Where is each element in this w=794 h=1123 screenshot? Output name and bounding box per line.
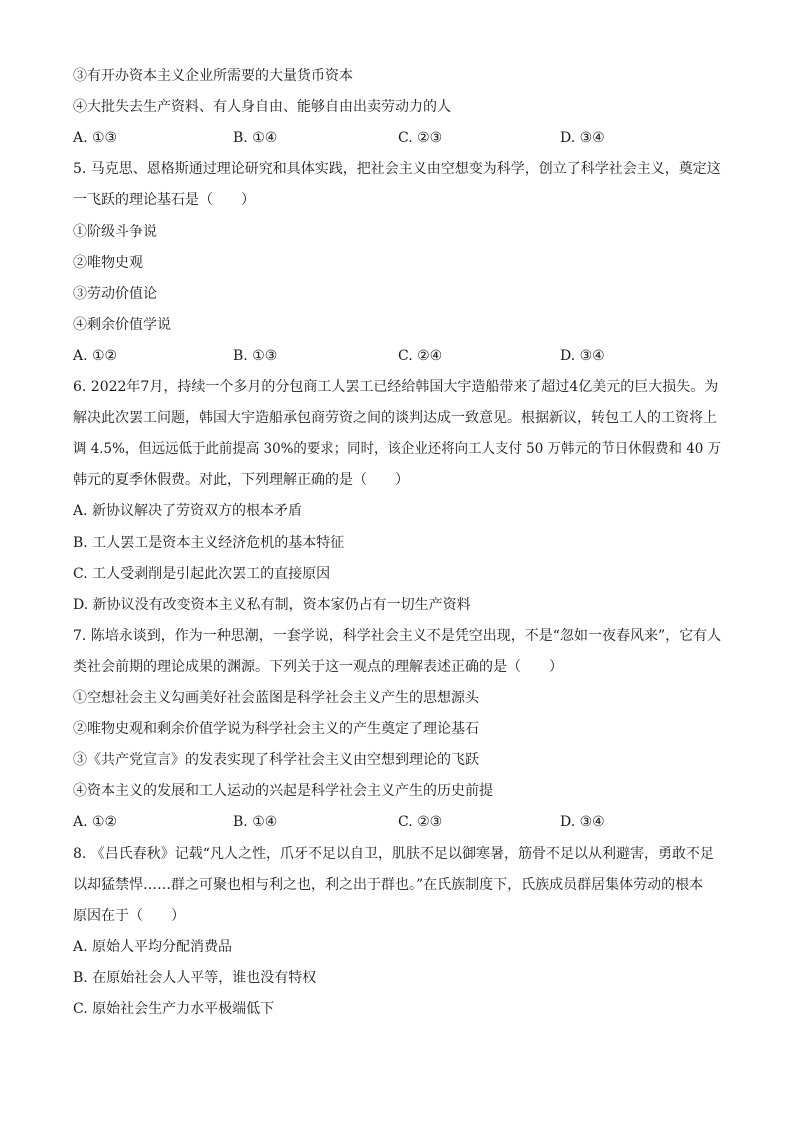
answer-option-a: A. ①③ xyxy=(73,130,118,146)
text-line: 解决此次罢工问题，韩国大宇造船承包商劳资之间的谈判达成一致意见。根据新议，转包工人的工资将上 xyxy=(73,410,717,426)
text-line: B. 工人罢工是资本主义经济危机的基本特征 xyxy=(73,535,345,551)
answer-options-row xyxy=(73,346,733,366)
text-line: 原因在于（ ） xyxy=(73,908,185,924)
answer-option-a: A. ①② xyxy=(73,348,118,364)
answer-option-b: B. ①③ xyxy=(233,348,278,364)
text-line: B. 在原始社会人人平等，谁也没有特权 xyxy=(73,970,317,986)
text-line: ④剩余价值学说 xyxy=(73,317,171,333)
answer-options-row xyxy=(73,812,733,832)
text-line: 8. 《吕氏春秋》记载“凡人之性，爪牙不足以自卫，肌肤不足以御寒暑，筋骨不足以从利避害，勇敢不足 xyxy=(73,846,714,862)
text-line: ③劳动价值论 xyxy=(73,286,157,302)
text-line: 调 4.5%，但远远低于此前提高 30%的要求；同时，该企业还将向工人支付 50 万韩元的节日休假费和 40 万 xyxy=(73,441,722,457)
text-line: ④资本主义的发展和工人运动的兴起是科学社会主义产生的历史前提 xyxy=(73,783,493,799)
text-line: 一飞跃的理论基石是（ ） xyxy=(73,192,255,208)
text-line: C. 原始社会生产力水平极端低下 xyxy=(73,1001,275,1017)
text-line: ③《共产党宣言》的发表实现了科学社会主义由空想到理论的飞跃 xyxy=(73,752,479,768)
answer-option-c: C. ②③ xyxy=(398,814,443,830)
answer-option-d: D. ③④ xyxy=(560,348,605,364)
text-line: ②唯物史观和剩余价值学说为科学社会主义的产生奠定了理论基石 xyxy=(73,721,479,737)
text-line: ①阶级斗争说 xyxy=(73,224,157,240)
answer-option-b: B. ①④ xyxy=(233,814,278,830)
text-line: ③有开办资本主义企业所需要的大量货币资本 xyxy=(73,68,353,84)
text-line: 以却猛禁悍……群之可聚也相与利之也，利之出于群也。”在氏族制度下，氏族成员群居集体劳动的根本 xyxy=(73,877,704,893)
text-line: ②唯物史观 xyxy=(73,255,143,271)
answer-option-a: A. ①② xyxy=(73,814,118,830)
text-line: 5. 马克思、恩格斯通过理论研究和具体实践，把社会主义由空想变为科学，创立了科学社会主义，奠定这 xyxy=(73,161,721,177)
text-line: A. 新协议解决了劳资双方的根本矛盾 xyxy=(73,503,303,519)
text-line: ④大批失去生产资料、有人身自由、能够自由出卖劳动力的人 xyxy=(73,99,451,115)
text-line: 类社会前期的理论成果的渊源。下列关于这一观点的理解表述正确的是（ ） xyxy=(73,659,563,675)
text-line: C. 工人受剥削是引起此次罢工的直接原因 xyxy=(73,566,331,582)
answer-options-row xyxy=(73,128,733,148)
text-line: 7. 陈培永谈到，作为一种思潮，一套学说，科学社会主义不是凭空出现，不是“忽如一夜春风来”，它有人 xyxy=(73,628,722,644)
text-line: 韩元的夏季休假费。对此，下列理解正确的是（ ） xyxy=(73,472,409,488)
text-line: ①空想社会主义勾画美好社会蓝图是科学社会主义产生的思想源头 xyxy=(73,690,479,706)
answer-option-c: C. ②④ xyxy=(398,348,443,364)
text-line: D. 新协议没有改变资本主义私有制，资本家仍占有一切生产资料 xyxy=(73,597,471,613)
text-line: A. 原始人平均分配消费品 xyxy=(73,939,233,955)
text-line: 6. 2022年7月，持续一个多月的分包商工人罢工已经给韩国大宇造船带来了超过4亿美元的巨大损失。为 xyxy=(73,379,719,395)
answer-option-d: D. ③④ xyxy=(560,814,605,830)
answer-option-c: C. ②③ xyxy=(398,130,443,146)
answer-option-b: B. ①④ xyxy=(233,130,278,146)
answer-option-d: D. ③④ xyxy=(560,130,605,146)
